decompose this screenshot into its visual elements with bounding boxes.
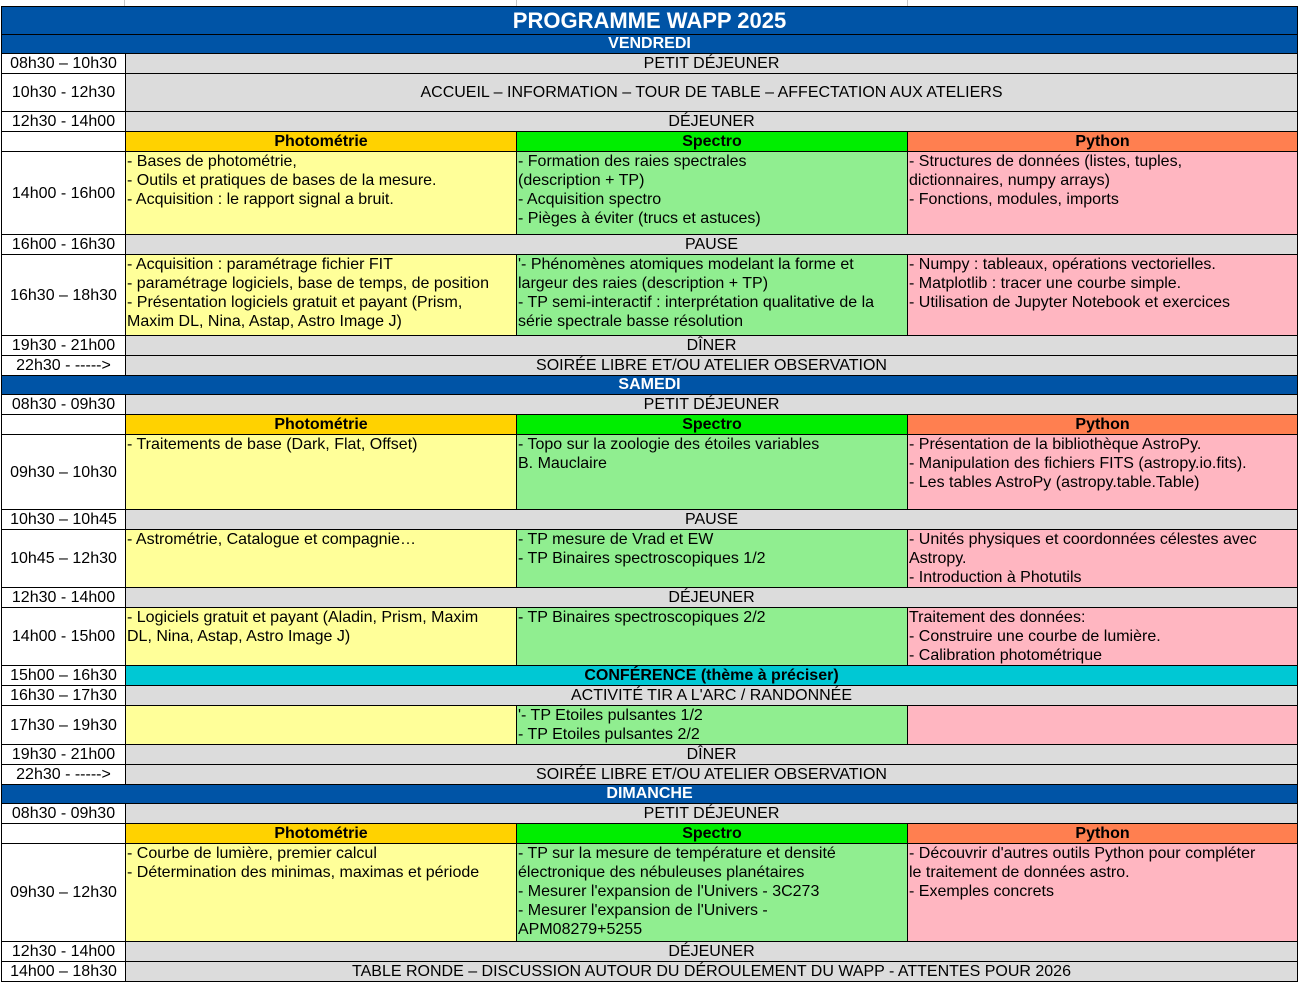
workshop-header-row bbox=[2, 824, 1298, 844]
time-cell: 10h30 - 12h30 bbox=[2, 74, 126, 112]
time-cell: 16h30 – 17h30 bbox=[2, 686, 126, 706]
spectro-cell bbox=[517, 435, 908, 510]
time-cell: 08h30 - 09h30 bbox=[2, 804, 126, 824]
cell-line: (description + TP) bbox=[518, 172, 645, 189]
cell-line: - Matplotlib : tracer une courbe simple. bbox=[909, 275, 1182, 292]
cell-line: - Fonctions, modules, imports bbox=[909, 191, 1119, 208]
cell-line: - Outils et pratiques de bases de la mesure. bbox=[127, 172, 437, 189]
photometrie-cell bbox=[126, 435, 517, 510]
header-python: Python bbox=[908, 415, 1298, 435]
plenary-cell: ACTIVITÉ TIR A L'ARC / RANDONNÉE bbox=[126, 686, 1298, 706]
header-spectro: Spectro bbox=[517, 132, 908, 152]
schedule-row bbox=[2, 686, 1298, 706]
cell-line: - Logiciels gratuit et payant (Aladin, Prism, Maxim bbox=[127, 609, 479, 626]
cell-line: - TP mesure de Vrad et EW bbox=[518, 531, 714, 548]
schedule-row bbox=[2, 804, 1298, 824]
time-cell: 15h00 – 16h30 bbox=[2, 666, 126, 686]
photometrie-cell bbox=[126, 844, 517, 942]
schedule-row bbox=[2, 588, 1298, 608]
schedule-row bbox=[2, 942, 1298, 962]
spectro-cell bbox=[517, 530, 908, 588]
time-cell: 12h30 - 14h00 bbox=[2, 942, 126, 962]
day-row bbox=[2, 35, 1298, 54]
schedule-row bbox=[2, 395, 1298, 415]
cell-line: - TP sur la mesure de température et densité bbox=[518, 845, 836, 862]
header-photometrie: Photométrie bbox=[126, 132, 517, 152]
time-cell: 14h00 - 16h00 bbox=[2, 152, 126, 235]
day-title: DIMANCHE bbox=[2, 785, 1298, 804]
cell-line: électronique des nébuleuses planétaires bbox=[518, 864, 805, 881]
time-cell: 16h30 – 18h30 bbox=[2, 255, 126, 336]
cell-line: dictionnaires, numpy arrays) bbox=[909, 172, 1110, 189]
cell-line: - TP Etoiles pulsantes 2/2 bbox=[518, 726, 700, 743]
schedule-row bbox=[2, 765, 1298, 785]
time-cell: 12h30 - 14h00 bbox=[2, 588, 126, 608]
photometrie-cell bbox=[126, 530, 517, 588]
cell-line: - Détermination des minimas, maximas et période bbox=[127, 864, 480, 881]
cell-line: - Construire une courbe de lumière. bbox=[909, 628, 1161, 645]
time-cell: 17h30 – 19h30 bbox=[2, 706, 126, 745]
time-cell: 09h30 – 12h30 bbox=[2, 844, 126, 942]
time-cell-empty bbox=[2, 824, 126, 844]
schedule-row bbox=[2, 235, 1298, 255]
cell-line: Maxim DL, Nina, Astap, Astro Image J) bbox=[127, 313, 402, 330]
cell-line: - Utilisation de Jupyter Notebook et exercices bbox=[909, 294, 1231, 311]
python-cell bbox=[908, 530, 1298, 588]
python-cell bbox=[908, 255, 1298, 336]
spectro-cell bbox=[517, 608, 908, 666]
python-cell bbox=[908, 844, 1298, 942]
schedule-row bbox=[2, 745, 1298, 765]
plenary-cell: SOIRÉE LIBRE ET/OU ATELIER OBSERVATION bbox=[126, 356, 1298, 376]
python-cell bbox=[908, 152, 1298, 235]
cell-line: - Acquisition spectro bbox=[518, 191, 662, 208]
cell-line: - Numpy : tableaux, opérations vectorielles. bbox=[909, 256, 1216, 273]
day-title: VENDREDI bbox=[2, 35, 1298, 54]
cell-line: - Courbe de lumière, premier calcul bbox=[127, 845, 377, 862]
time-cell: 16h00 - 16h30 bbox=[2, 235, 126, 255]
cell-line: DL, Nina, Astap, Astro Image J) bbox=[127, 628, 351, 645]
cell-line: - Pièges à éviter (trucs et astuces) bbox=[518, 210, 761, 227]
cell-line: - Structures de données (listes, tuples, bbox=[909, 153, 1183, 170]
time-cell-empty bbox=[2, 132, 126, 152]
cell-line: APM08279+5255 bbox=[518, 921, 643, 938]
python-cell bbox=[908, 608, 1298, 666]
time-cell: 08h30 – 10h30 bbox=[2, 54, 126, 74]
schedule-row bbox=[2, 336, 1298, 356]
cell-line: - Les tables AstroPy (astropy.table.Table) bbox=[909, 474, 1200, 491]
cell-line: - Présentation logiciels gratuit et payant (Prism, bbox=[127, 294, 463, 311]
plenary-cell: PETIT DÉJEUNER bbox=[126, 804, 1298, 824]
schedule-row bbox=[2, 844, 1298, 942]
cell-line: - Topo sur la zoologie des étoiles variables bbox=[518, 436, 820, 453]
plenary-cell: SOIRÉE LIBRE ET/OU ATELIER OBSERVATION bbox=[126, 765, 1298, 785]
programme-body bbox=[2, 7, 1298, 982]
page-title: PROGRAMME WAPP 2025 bbox=[2, 7, 1298, 35]
cell-line: - Unités physiques et coordonnées célestes avec bbox=[909, 531, 1257, 548]
cell-line: - paramétrage logiciels, base de temps, de position bbox=[127, 275, 489, 292]
schedule-row bbox=[2, 152, 1298, 235]
conference-cell: CONFÉRENCE (thème à préciser) bbox=[126, 666, 1298, 686]
plenary-cell: DÉJEUNER bbox=[126, 112, 1298, 132]
cell-line: Traitement des données: bbox=[909, 609, 1086, 626]
plenary-cell: PAUSE bbox=[126, 235, 1298, 255]
cell-line: - Introduction à Photutils bbox=[909, 569, 1082, 586]
plenary-cell: DÎNER bbox=[126, 336, 1298, 356]
photometrie-cell bbox=[126, 255, 517, 336]
time-cell: 10h30 – 10h45 bbox=[2, 510, 126, 530]
cell-line: - Calibration photométrique bbox=[909, 647, 1102, 664]
schedule-row bbox=[2, 54, 1298, 74]
schedule-row bbox=[2, 530, 1298, 588]
cell-line: - Mesurer l'expansion de l'Univers - bbox=[518, 902, 768, 919]
cell-line: B. Mauclaire bbox=[518, 455, 607, 472]
time-cell: 10h45 – 12h30 bbox=[2, 530, 126, 588]
cell-line: - Formation des raies spectrales bbox=[518, 153, 747, 170]
cell-line: - Manipulation des fichiers FITS (astropy.io.fits). bbox=[909, 455, 1247, 472]
time-cell-empty bbox=[2, 415, 126, 435]
time-cell: 22h30 - -----> bbox=[2, 356, 126, 376]
plenary-cell: PETIT DÉJEUNER bbox=[126, 395, 1298, 415]
plenary-cell: DÉJEUNER bbox=[126, 942, 1298, 962]
schedule-row bbox=[2, 962, 1298, 982]
time-cell: 19h30 - 21h00 bbox=[2, 336, 126, 356]
python-cell bbox=[908, 706, 1298, 745]
cell-line: - TP semi-interactif : interprétation qualitative de la bbox=[518, 294, 875, 311]
plenary-cell: DÉJEUNER bbox=[126, 588, 1298, 608]
cell-line: - Découvrir d'autres outils Python pour compléter bbox=[909, 845, 1256, 862]
day-title: SAMEDI bbox=[2, 376, 1298, 395]
header-spectro: Spectro bbox=[517, 415, 908, 435]
plenary-cell: PAUSE bbox=[126, 510, 1298, 530]
time-cell: 08h30 - 09h30 bbox=[2, 395, 126, 415]
cell-line: - Acquisition : le rapport signal a bruit. bbox=[127, 191, 394, 208]
python-cell bbox=[908, 435, 1298, 510]
spectro-cell bbox=[517, 255, 908, 336]
plenary-cell: DÎNER bbox=[126, 745, 1298, 765]
schedule-row bbox=[2, 706, 1298, 745]
time-cell: 09h30 – 10h30 bbox=[2, 435, 126, 510]
cell-line: - Astrométrie, Catalogue et compagnie… bbox=[127, 531, 417, 548]
cell-line: - Mesurer l'expansion de l'Univers - 3C273 bbox=[518, 883, 820, 900]
workshop-header-row bbox=[2, 132, 1298, 152]
photometrie-cell bbox=[126, 706, 517, 745]
time-cell: 14h00 – 18h30 bbox=[2, 962, 126, 982]
schedule-row bbox=[2, 608, 1298, 666]
time-cell: 19h30 - 21h00 bbox=[2, 745, 126, 765]
photometrie-cell bbox=[126, 152, 517, 235]
photometrie-cell bbox=[126, 608, 517, 666]
cell-line: - Traitements de base (Dark, Flat, Offset) bbox=[127, 436, 418, 453]
spectro-cell bbox=[517, 844, 908, 942]
cell-line: - Exemples concrets bbox=[909, 883, 1054, 900]
schedule-row bbox=[2, 666, 1298, 686]
cell-line: - Présentation de la bibliothèque AstroPy. bbox=[909, 436, 1202, 453]
cell-line: '- Phénomènes atomiques modelant la forme et bbox=[518, 256, 854, 273]
time-cell: 12h30 - 14h00 bbox=[2, 112, 126, 132]
spectro-cell bbox=[517, 706, 908, 745]
schedule-row bbox=[2, 435, 1298, 510]
cell-line: Astropy. bbox=[909, 550, 967, 567]
plenary-cell: TABLE RONDE – DISCUSSION AUTOUR DU DÉROULEMENT DU WAPP - ATTENTES POUR 2026 bbox=[126, 962, 1298, 982]
day-row bbox=[2, 785, 1298, 804]
header-python: Python bbox=[908, 824, 1298, 844]
day-row bbox=[2, 376, 1298, 395]
cell-line: le traitement de données astro. bbox=[909, 864, 1130, 881]
schedule-row bbox=[2, 255, 1298, 336]
programme-table bbox=[1, 6, 1298, 982]
time-cell: 22h30 - -----> bbox=[2, 765, 126, 785]
workshop-header-row bbox=[2, 415, 1298, 435]
header-photometrie: Photométrie bbox=[126, 415, 517, 435]
schedule-row bbox=[2, 356, 1298, 376]
cell-line: - Acquisition : paramétrage fichier FIT bbox=[127, 256, 393, 273]
spectro-cell bbox=[517, 152, 908, 235]
header-photometrie: Photométrie bbox=[126, 824, 517, 844]
header-python: Python bbox=[908, 132, 1298, 152]
schedule-row bbox=[2, 112, 1298, 132]
cell-line: - TP Binaires spectroscopiques 2/2 bbox=[518, 609, 766, 626]
cell-line: largeur des raies (description + TP) bbox=[518, 275, 769, 292]
cell-line: '- TP Etoiles pulsantes 1/2 bbox=[518, 707, 703, 724]
header-spectro: Spectro bbox=[517, 824, 908, 844]
schedule-row bbox=[2, 510, 1298, 530]
time-cell: 14h00 - 15h00 bbox=[2, 608, 126, 666]
plenary-cell: ACCUEIL – INFORMATION – TOUR DE TABLE – AFFECTATION AUX ATELIERS bbox=[126, 74, 1298, 112]
cell-line: série spectrale basse résolution bbox=[518, 313, 744, 330]
cell-line: - TP Binaires spectroscopiques 1/2 bbox=[518, 550, 766, 567]
plenary-cell: PETIT DÉJEUNER bbox=[126, 54, 1298, 74]
cell-line: - Bases de photométrie, bbox=[127, 153, 297, 170]
schedule-row bbox=[2, 74, 1298, 112]
